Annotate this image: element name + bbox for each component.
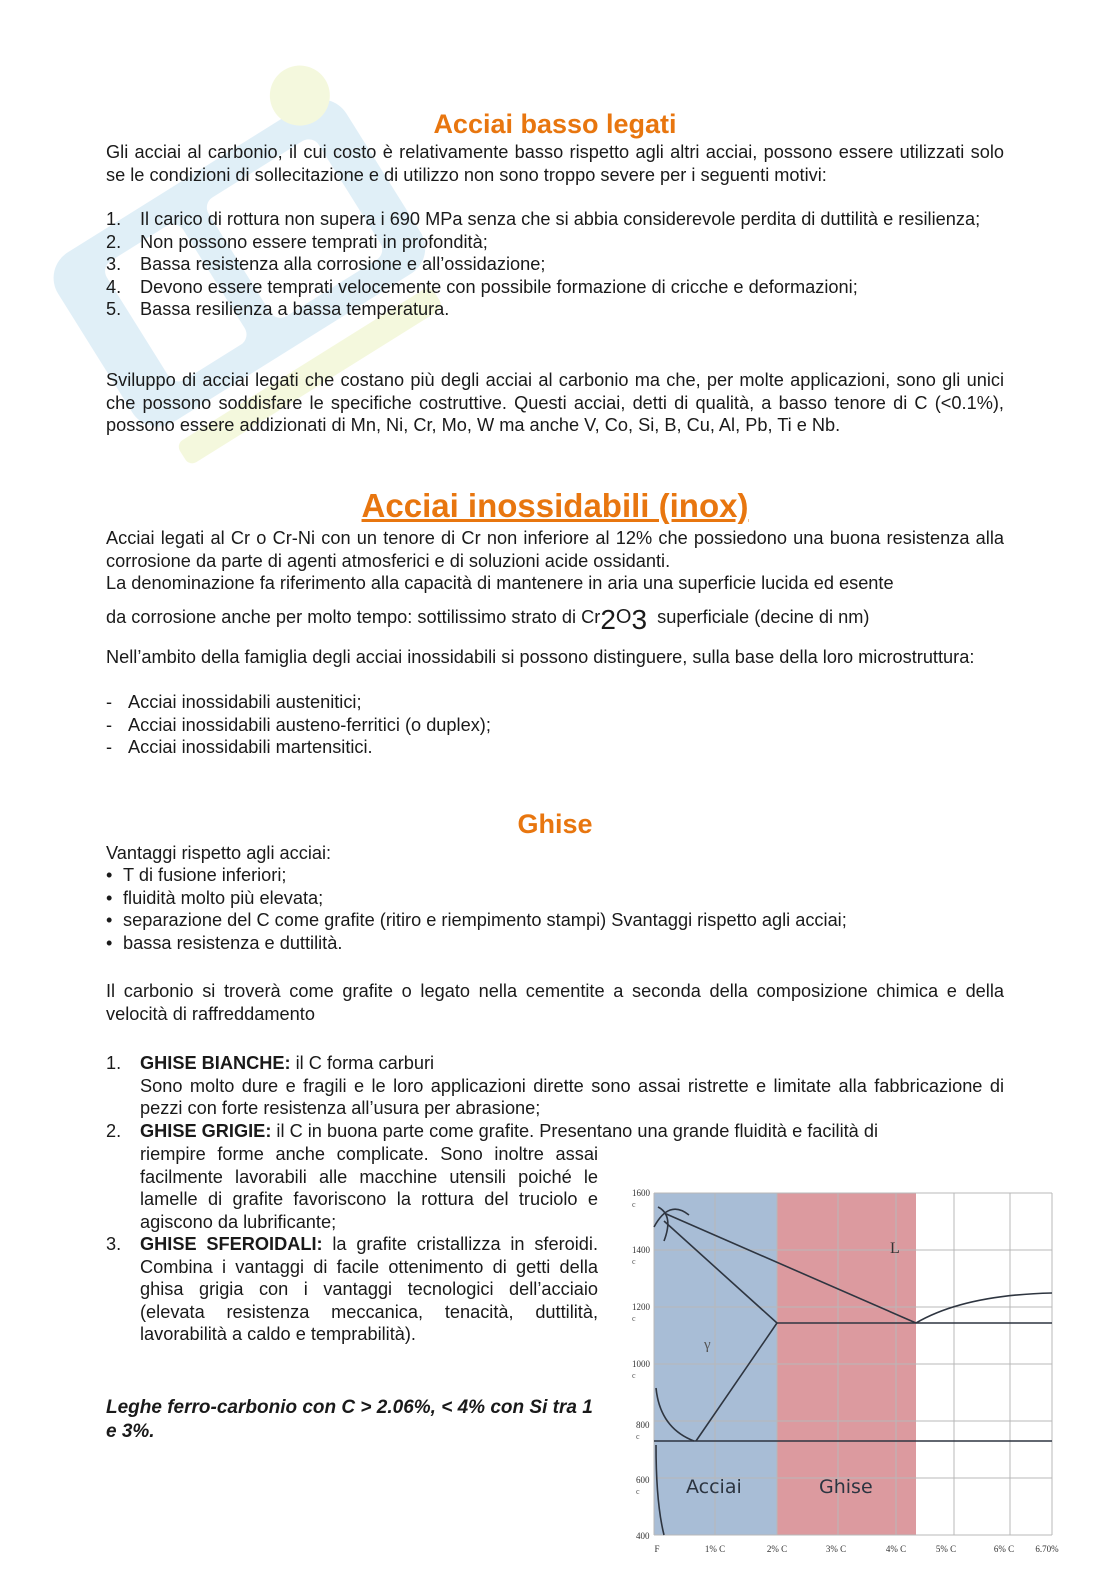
dash-marker: - [106, 714, 113, 735]
ghise-list-bottom [106, 1233, 598, 1346]
para3-text-a: da corrosione anche per molto tempo: sottilissimo strato di Cr [106, 607, 601, 627]
y-unit: c [636, 1432, 640, 1441]
list-item [106, 887, 1004, 910]
liquid-label: L [890, 1240, 900, 1257]
list-item [106, 1052, 1004, 1120]
section2-title: Acciai inossidabili (inox) [361, 487, 749, 524]
section2-para3 [106, 604, 1004, 635]
ghise-grigie-continued: riempire forme anche complicate. Sono inoltre assai facilmente lavorabili alle macchine utensili poiché le lamelle di grafite favoriscono la rottura del truciolo e agiscono da lubrificante; [140, 1144, 598, 1232]
section2-list [106, 691, 1004, 759]
item-number: 1. [106, 209, 122, 229]
item-text: Devono essere temprati velocemente con possibile formazione di cricche e deformazioni; [140, 276, 858, 297]
y-unit: c [632, 1200, 636, 1209]
ghise-list-top [106, 1052, 1004, 1142]
item-text: T di fusione inferiori; [123, 865, 287, 885]
x-axis-labels [654, 1544, 1059, 1554]
y-unit: c [632, 1371, 636, 1380]
item-text-2: Sono molto dure e fragili e le loro applicazioni dirette sono assai ristrette e limitate alla fabbricazione di pezzi con forte resistenza all’usura per abrasione; [140, 1075, 1004, 1118]
y-label-600: 600 [636, 1475, 650, 1485]
section2-para4: Nell’ambito della famiglia degli acciai inossidabili si possono distinguere, sulla base della loro microstruttura: [106, 647, 975, 667]
item-number: 1. [106, 1053, 122, 1073]
list-item [106, 691, 1004, 714]
section1-intro: Gli acciai al carbonio, il cui costo è relativamente basso rispetto agli altri acciai, possono essere utilizzati solo se le condizioni di sollecitazione e di utilizzo non sono troppo severe per i seguenti motivi: [106, 142, 1004, 185]
list-item [106, 231, 1004, 254]
item-bold-label: GHISE GRIGIE: [140, 1120, 272, 1141]
cast-iron-label: Ghise [819, 1476, 873, 1498]
list-item [106, 1120, 1004, 1143]
list-item [106, 932, 1004, 955]
list-item [106, 298, 1004, 321]
item-number: 4. [106, 276, 122, 297]
formula-subscript-3: 3 [631, 604, 648, 635]
x-label-670: 6.70% [1035, 1544, 1059, 1554]
y-axis-labels [632, 1188, 651, 1541]
bullet-marker: • [106, 865, 113, 885]
steel-label: Acciai [686, 1476, 742, 1498]
list-item [106, 253, 1004, 276]
item-text: Bassa resilienza a bassa temperatura. [140, 299, 450, 319]
item-text: il C forma carburi [290, 1053, 435, 1073]
x-label-1: 1% C [704, 1544, 726, 1554]
list-item [106, 864, 1004, 887]
liquidus-hypereutectic [916, 1293, 1052, 1323]
carbon-paragraph: Il carbonio si troverà come grafite o legato nella cementite a seconda della composizione chimica e della velocità di raffreddamento [106, 981, 1004, 1024]
section2-para1: Acciai legati al Cr o Cr-Ni con un tenore di Cr non inferiore al 12% che possiedono una buona resistenza alla corrosione da parte di agenti atmosferici e di soluzioni acide ossidanti. [106, 528, 1004, 571]
item-number: 3. [106, 1234, 122, 1254]
item-text: bassa resistenza e duttilità. [123, 932, 343, 953]
formula-oxygen: O [615, 606, 632, 628]
x-label-2: 2% C [766, 1544, 788, 1554]
item-text: Acciai inossidabili austeno-ferritici (o duplex); [128, 714, 491, 735]
x-label-f: F [654, 1544, 660, 1554]
y-label-800: 800 [636, 1420, 650, 1430]
bullet-marker: • [106, 887, 113, 908]
x-label-5: 5% C [935, 1544, 957, 1554]
x-label-4: 4% C [885, 1544, 907, 1554]
y-unit: c [636, 1487, 640, 1496]
item-bold-label: GHISE SFEROIDALI: [140, 1234, 323, 1254]
list-item [106, 736, 1004, 759]
item-number: 2. [106, 1120, 122, 1141]
section1-para2: Sviluppo di acciai legati che costano più degli acciai al carbonio ma che, per molte applicazioni, sono gli unici che possono soddisfare le specifiche costruttive. Questi acciai, detti di qualità, a basso tenore di C (<0.1%), possono essere addizionati di Mn, Ni, Cr, Mo, W ma anche V, Co, Si, B, Cu, Al, Pb, Ti e Nb. [106, 370, 1004, 435]
item-text: Non possono essere temprati in profondità; [140, 231, 488, 252]
bullet-marker: • [106, 910, 113, 930]
section1-list [106, 208, 1004, 321]
dash-marker: - [106, 737, 113, 757]
item-text: separazione del C come grafite (ritiro e riempimento stampi) Svantaggi rispetto agli acciai; [123, 910, 847, 930]
y-label-1400: 1400 [632, 1245, 650, 1255]
item-text: Il carico di rottura non supera i 690 MPa senza che si abbia considerevole perdita di duttilità e resilienza; [140, 209, 981, 229]
list-item [106, 208, 1004, 231]
y-label-400: 400 [636, 1531, 650, 1541]
item-number: 2. [106, 231, 122, 252]
item-number: 5. [106, 299, 122, 319]
item-text: Acciai inossidabili martensitici. [128, 737, 373, 757]
list-item [106, 276, 1004, 299]
item-text: fluidità molto più elevata; [123, 887, 324, 908]
formula-subscript-2: 2 [600, 604, 616, 635]
y-label-1600: 1600 [632, 1188, 650, 1198]
list-item [106, 714, 1004, 737]
alloy-note: Leghe ferro-carbonio con C > 2.06%, < 4% con Si tra 1 e 3%. [106, 1397, 593, 1442]
section3-title: Ghise [517, 809, 593, 839]
fe-c-phase-diagram [624, 1183, 1064, 1563]
y-unit: c [632, 1314, 636, 1323]
advantages-list [106, 864, 1004, 954]
item-text: la grafite cristallizza in sferoidi. Combina i vantaggi di facile ottenimento di getti della ghisa grigia con i vantaggi tecnologici dell’acciaio (elevata resistenza meccanica, tenacità, duttilità, lavorabilità a caldo e temprabilità). [140, 1234, 599, 1344]
item-text: Bassa resistenza alla corrosione e all’ossidazione; [140, 254, 546, 274]
item-text: Acciai inossidabili austenitici; [128, 692, 362, 712]
item-text: il C in buona parte come grafite. Presentano una grande fluidità e facilità di [271, 1120, 878, 1141]
bullet-marker: • [106, 932, 113, 953]
y-label-1000: 1000 [632, 1359, 650, 1369]
list-item [106, 909, 1004, 932]
advantages-title: Vantaggi rispetto agli acciai: [106, 843, 332, 863]
section2-para2: La denominazione fa riferimento alla capacità di mantenere in aria una superficie lucida ed esente [106, 573, 894, 593]
item-bold-label: GHISE BIANCHE: [140, 1053, 291, 1073]
para3-text-b: superficiale (decine di nm) [657, 607, 870, 627]
x-label-3: 3% C [825, 1544, 847, 1554]
dash-marker: - [106, 692, 113, 712]
item-number: 3. [106, 254, 122, 274]
gamma-label: γ [704, 1337, 711, 1353]
section1-title: Acciai basso legati [433, 109, 677, 139]
list-item [106, 1233, 598, 1346]
x-label-6: 6% C [993, 1544, 1015, 1554]
y-unit: c [632, 1257, 636, 1266]
y-label-1200: 1200 [632, 1302, 650, 1312]
